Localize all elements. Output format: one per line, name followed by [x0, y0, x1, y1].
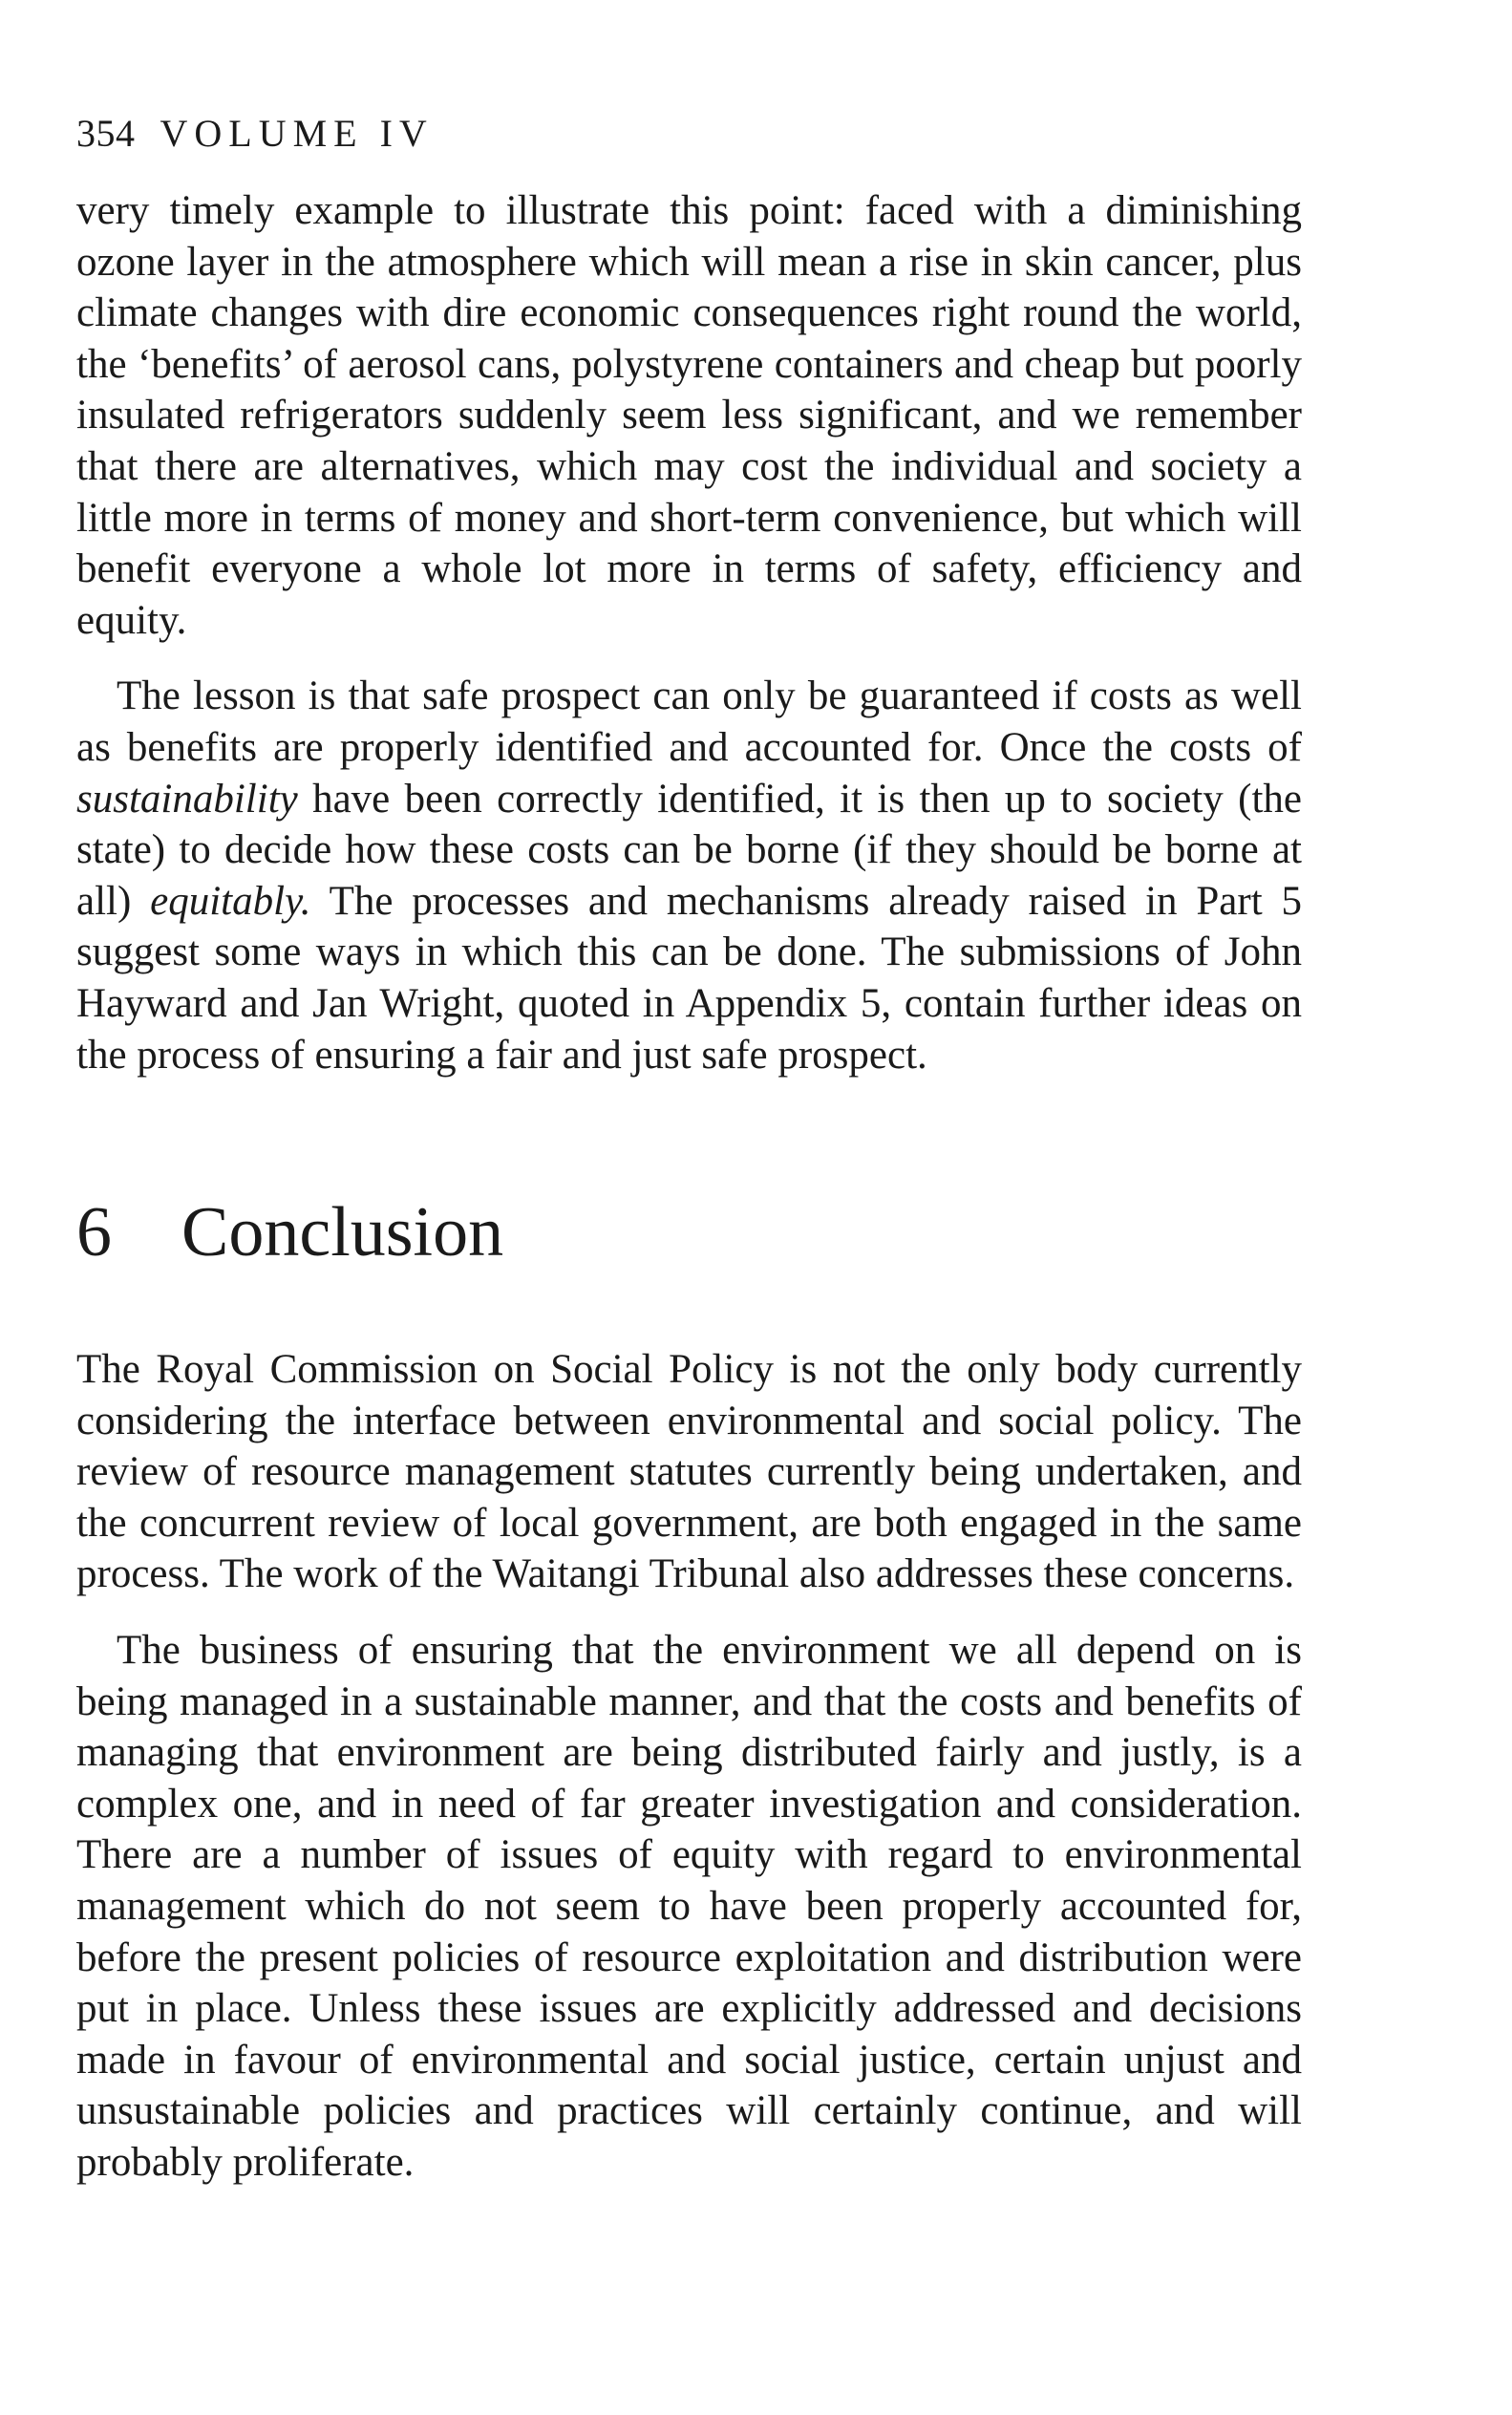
section-number: 6 [76, 1193, 112, 1272]
body-paragraph-2 [76, 671, 1302, 1080]
conclusion-paragraph-2: The business of ensuring that the environment we all depend on is being managed in a sustainable manner, and that the costs and benefits of managing that environment are being distributed fairly and justly, is a complex one, and in need of far greater investigation and consideration. There are a number of issues of equity with regard to environmental management which do not seem to have been properly accounted for, before the present policies of resource exploitation and distribution were put in place. Unless these issues are explicitly addressed and decisions made in favour of environmental and social justice, certain unjust and unsustainable policies and practices will certainly continue, and will probably proliferate. [76, 1628, 1302, 2185]
paragraph-text: have been correctly identified, it is then up to society (the state) to decide how these costs can be borne (if they should be borne at all) [76, 776, 1302, 924]
running-head [76, 112, 1302, 155]
section-heading [76, 1193, 1302, 1272]
page-number: 354 [76, 112, 136, 155]
volume-label: VOLUME IV [160, 112, 434, 155]
paragraph-text: The processes and mechanisms already raised in Part 5 suggest some ways in which this can be done. The submissions of John Hayward and Jan Wright, quoted in Appendix 5, contain further ideas on the process of ensuring a fair and just safe prospect. [76, 878, 1302, 1078]
conclusion-paragraph-1: The Royal Commission on Social Policy is not the only body currently considering the interface between environmental and social policy. The review of resource management statutes currently being undertaken, and the concurrent review of local government, are both engaged in the same process. The work of the Waitangi Tribunal also addresses these concerns. [76, 1347, 1302, 1597]
paragraph-text: The lesson is that safe prospect can only be guaranteed if costs as well as benefits are properly identified and accounted for. Once the costs of [76, 673, 1302, 770]
document-page [76, 112, 1302, 2189]
body-paragraph-1: very timely example to illustrate this point: faced with a diminishing ozone layer in the atmosphere which will mean a rise in skin cancer, plus climate changes with dire economic consequences right round the world, the ‘benefits’ of aerosol cans, polystyrene containers and cheap but poorly insulated refrigerators suddenly seem less significant, and we remember that there are alternatives, which may cost the individual and society a little more in terms of money and short-term convenience, but which will benefit everyone a whole lot more in terms of safety, efficiency and equity. [76, 188, 1302, 643]
emphasis-equitably: equitably. [150, 878, 311, 924]
emphasis-sustainability: sustainability [76, 776, 298, 822]
section-title: Conclusion [181, 1193, 504, 1272]
